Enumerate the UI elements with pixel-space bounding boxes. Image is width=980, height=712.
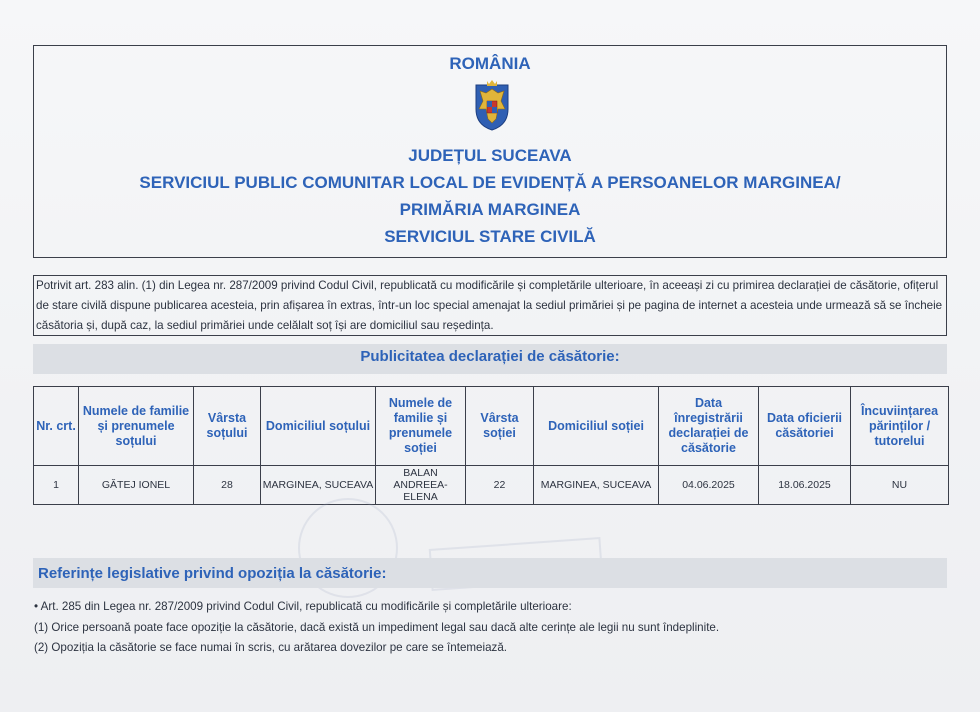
col-header: Domiciliul soțului xyxy=(261,387,376,466)
cell-wife-age: 22 xyxy=(466,466,534,505)
marriage-publication-table xyxy=(33,386,949,505)
cell-nr: 1 xyxy=(34,466,79,505)
col-header: Numele de familie și prenumele soțului xyxy=(79,387,194,466)
col-header: Nr. crt. xyxy=(34,387,79,466)
cell-husband-age: 28 xyxy=(194,466,261,505)
reference-line: (2) Opoziția la căsătorie se face numai în scris, cu arătarea dovezilor pe care se întemeiază. xyxy=(34,641,507,654)
cell-husband-address: MARGINEA, SUCEAVA xyxy=(261,466,376,505)
city-hall-title: PRIMĂRIA MARGINEA xyxy=(399,200,581,219)
header-box xyxy=(33,45,947,258)
county-title: JUDEȚUL SUCEAVA xyxy=(408,146,572,165)
cell-consent: NU xyxy=(851,466,949,505)
legal-intro-text: Potrivit art. 283 alin. (1) din Legea nr. 287/2009 privind Codul Civil, republicată cu modificările și completările ulterioare, în aceeași zi cu primirea declarației de căsătorie, ofițerul de stare civilă dispune publicarea acesteia, prin afișarea în extras, într-un loc special amenajat la sediul primăriei și pe pagina de internet a acesteia unde urmează să se încheie căsătoria și, după caz, la sediul primăriei unde celălalt soț își are domiciliul sau reședința. xyxy=(33,275,947,336)
col-header: Domiciliul soției xyxy=(534,387,659,466)
cell-registration-date: 04.06.2025 xyxy=(659,466,759,505)
cell-ceremony-date: 18.06.2025 xyxy=(759,466,851,505)
col-header: Data înregistrării declarației de căsătorie xyxy=(659,387,759,466)
cell-wife-address: MARGINEA, SUCEAVA xyxy=(534,466,659,505)
table-row xyxy=(34,466,949,505)
col-header: Numele de familie și prenumele soției xyxy=(376,387,466,466)
reference-line: • Art. 285 din Legea nr. 287/2009 privind Codul Civil, republicată cu modificările și completările ulterioare: xyxy=(34,600,572,613)
col-header: Data oficierii căsătoriei xyxy=(759,387,851,466)
reference-line: (1) Orice persoană poate face opoziție la căsătorie, dacă există un impediment legal sau dacă alte cerințe ale legii nu sunt îndeplinite. xyxy=(34,621,720,634)
col-header: Încuviințarea părinților / tutorelui xyxy=(851,387,949,466)
col-header: Vârsta soțului xyxy=(194,387,261,466)
cell-husband-name: GĂTEJ IONEL xyxy=(79,466,194,505)
service-title: SERVICIUL PUBLIC COMUNITAR LOCAL DE EVIDENȚĂ A PERSOANELOR MARGINEA/ xyxy=(139,173,841,192)
romania-coat-of-arms-icon xyxy=(474,79,510,131)
references-title: Referințe legislative privind opoziția la căsătorie: xyxy=(38,565,387,582)
department-title: SERVICIUL STARE CIVILĂ xyxy=(384,227,596,246)
cell-wife-name: BALAN ANDREEA-ELENA xyxy=(376,466,466,505)
col-header: Vârsta soției xyxy=(466,387,534,466)
table-header-row xyxy=(34,387,949,466)
publication-title: Publicitatea declarației de căsătorie: xyxy=(360,348,620,365)
country-name: ROMÂNIA xyxy=(449,54,531,73)
